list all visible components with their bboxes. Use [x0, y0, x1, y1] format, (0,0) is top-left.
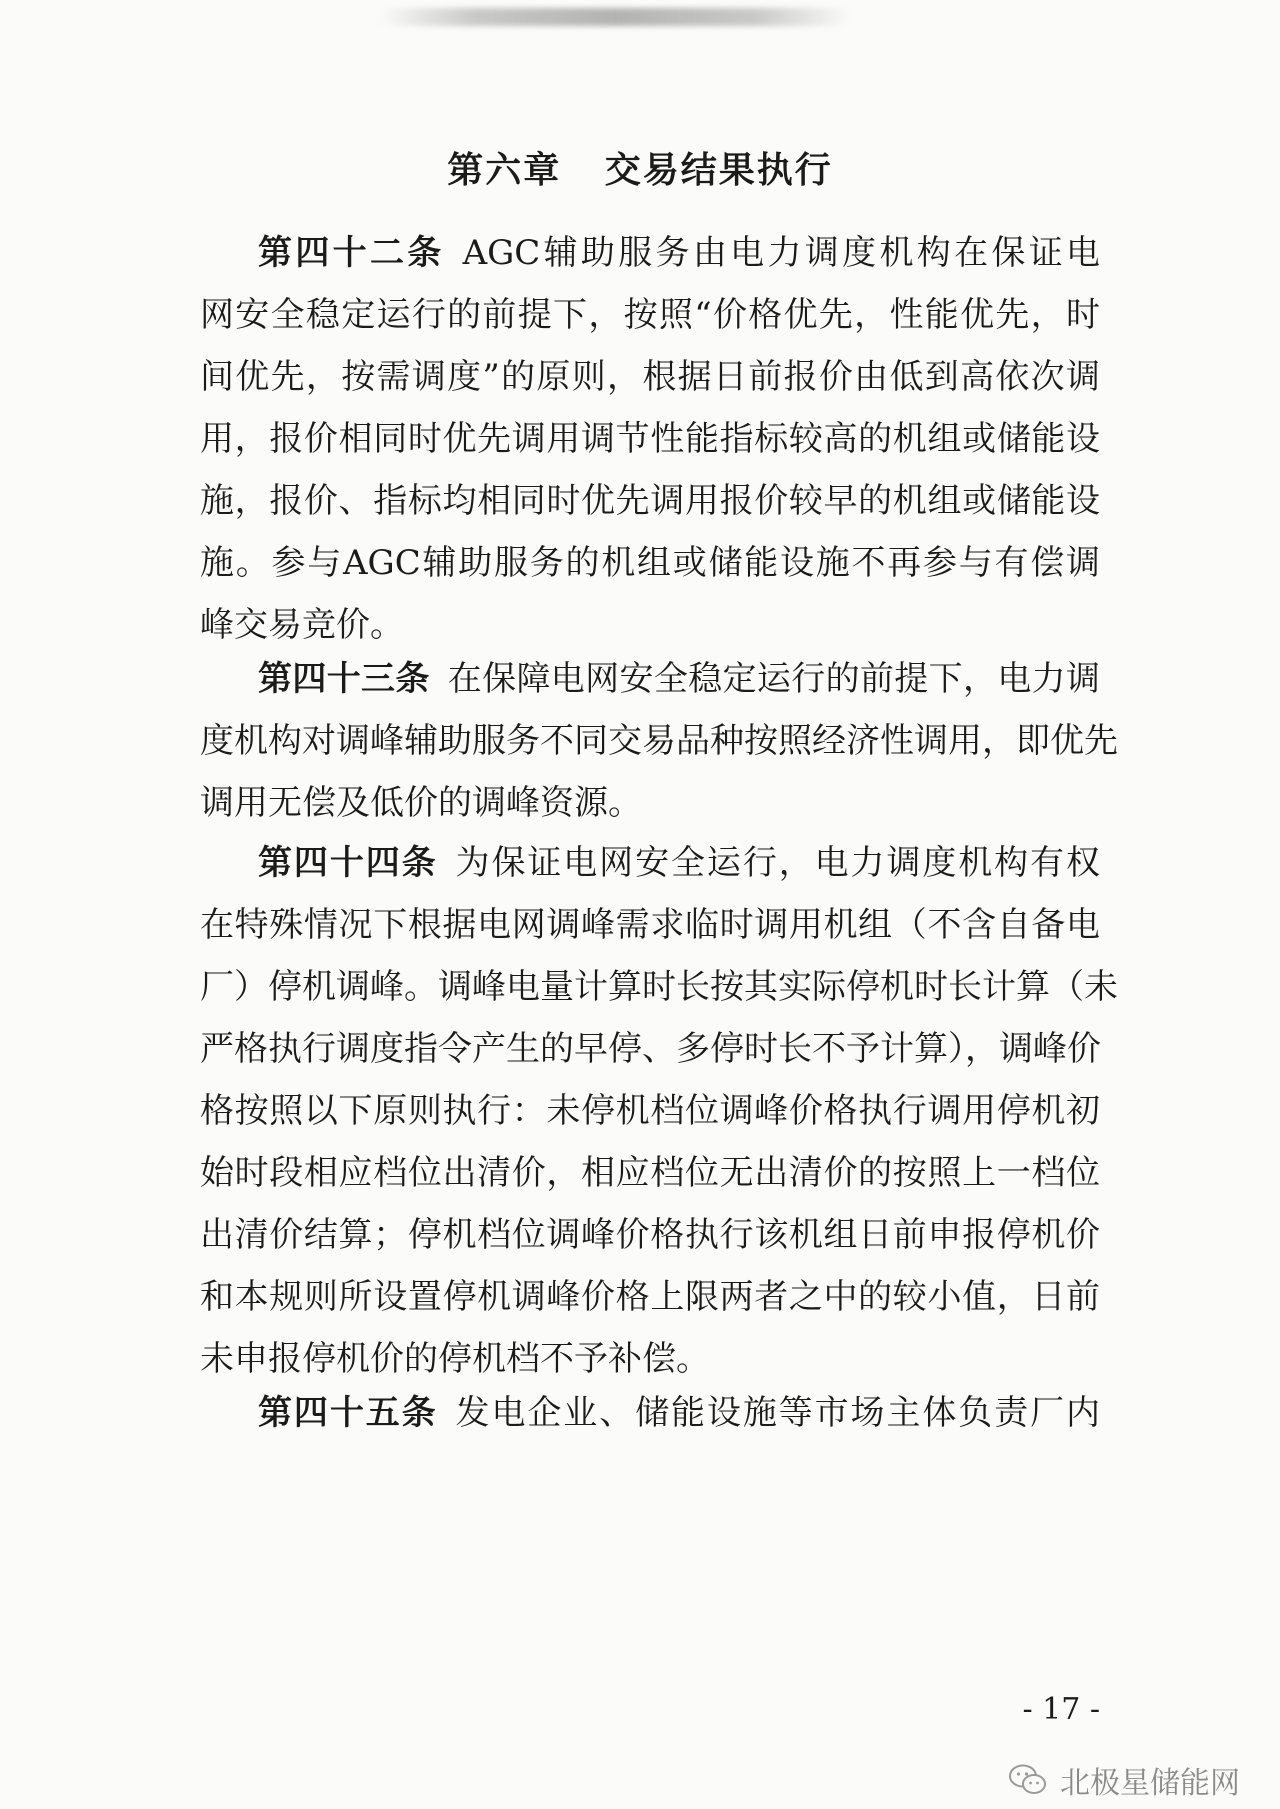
article-line: 间优先，按需调度”的原则，根据日前报价由低到高依次调 [200, 357, 1100, 397]
watermark-text: 北极星储能网 [1060, 1766, 1240, 1801]
article-line: 调用无偿及低价的调峰资源。 [200, 783, 642, 823]
article-43 [200, 648, 1118, 834]
article-line: 未申报停机价的停机档不予补偿。 [200, 1339, 710, 1379]
article-44 [200, 832, 1118, 1390]
article-42 [200, 222, 1100, 656]
article-line: 网安全稳定运行的前提下，按照“价格优先，性能优先，时 [200, 295, 1100, 335]
article-line: 用，报价相同时优先调用调节性能指标较高的机组或储能设 [200, 419, 1100, 459]
article-line: 和本规则所设置停机调峰价格上限两者之中的较小值，日前 [200, 1277, 1100, 1317]
article-line: 第四十二条 AGC辅助服务由电力调度机构在保证电 [258, 233, 1101, 273]
page-number: - 17 - [1022, 1692, 1100, 1727]
scan-smudge [380, 8, 850, 26]
article-line: 始时段相应档位出清价，相应档位无出清价的按照上一档位 [200, 1153, 1100, 1193]
article-line: 施，报价、指标均相同时优先调用报价较早的机组或储能设 [200, 481, 1100, 521]
article-line: 第四十三条 在保障电网安全稳定运行的前提下，电力调 [258, 659, 1101, 699]
article-line: 峰交易竞价。 [200, 605, 404, 645]
watermark [1008, 1758, 1240, 1802]
article-line: 格按照以下原则执行：未停机档位调峰价格执行调用停机初 [200, 1091, 1100, 1131]
article-line: 施。参与AGC辅助服务的机组或储能设施不再参与有偿调 [200, 543, 1100, 583]
article-number: 第四十五条 [258, 1393, 438, 1433]
article-line: 出清价结算；停机档位调峰价格执行该机组日前申报停机价 [200, 1215, 1100, 1255]
article-line: 在特殊情况下根据电网调峰需求临时调用机组（不含自备电 [200, 905, 1100, 945]
article-line: 第四十五条 发电企业、储能设施等市场主体负责厂内 [258, 1393, 1101, 1433]
chapter-title: 第六章 交易结果执行 [447, 150, 833, 191]
article-line: 严格执行调度指令产生的早停、多停时长不予计算），调峰价 [200, 1029, 1101, 1069]
article-line: 厂）停机调峰。调峰电量计算时长按其实际停机时长计算（未 [200, 967, 1118, 1007]
article-number: 第四十二条 [258, 233, 445, 273]
wechat-icon [1008, 1763, 1048, 1797]
article-line: 度机构对调峰辅助服务不同交易品种按照经济性调用，即优先 [200, 721, 1118, 761]
article-45 [200, 1382, 1100, 1444]
article-line: 第四十四条 为保证电网安全运行，电力调度机构有权 [258, 843, 1101, 883]
article-number: 第四十四条 [258, 843, 438, 883]
article-number: 第四十三条 [258, 659, 430, 699]
